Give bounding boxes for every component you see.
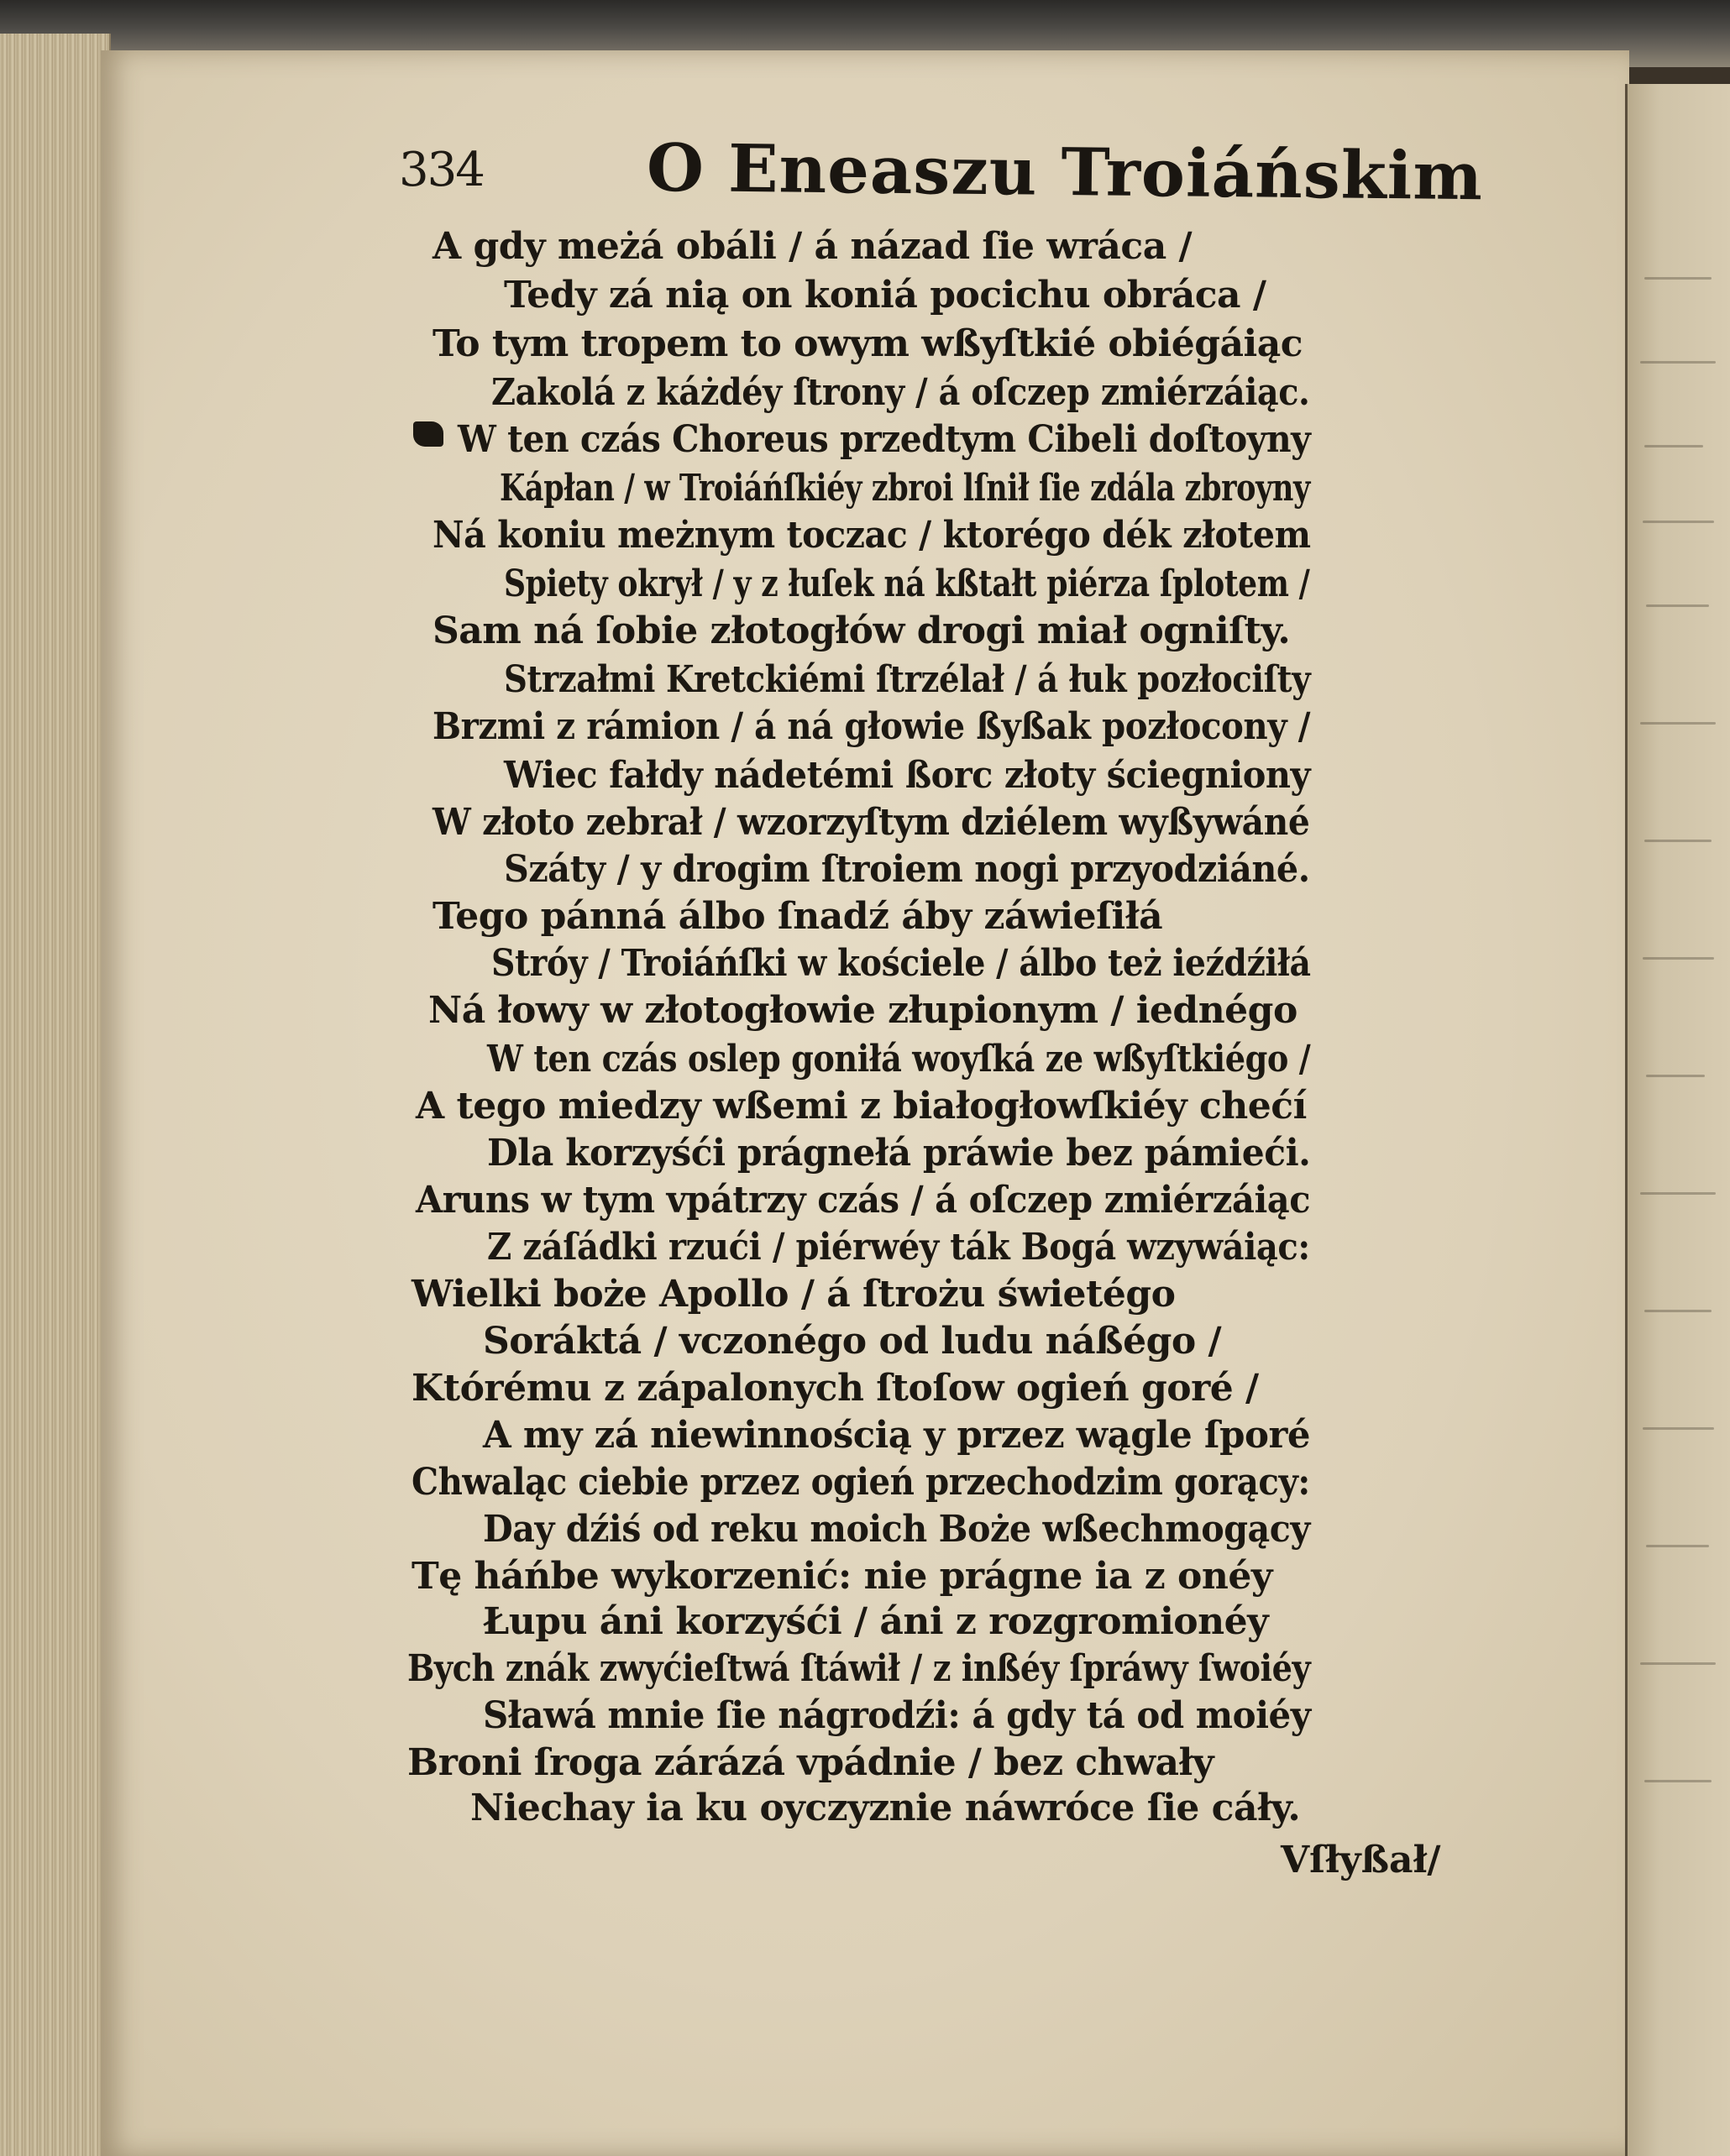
text-line: Dla korzyśći prágnełá práwie bez pámieći. (487, 1132, 1311, 1175)
text-line: Tego pánná álbo ſnadź áby záwieſiłá (432, 895, 1163, 938)
text-line: A my zá niewinnością y przez wągle ſporé (483, 1414, 1310, 1457)
text-line: Sam ná ſobie złotogłów drogi miał ogniſty. (432, 610, 1291, 652)
text-line: Wielki boże Apollo / á ſtrożu świetégo (412, 1273, 1176, 1316)
text-line: Ná koniu meżnym toczac / ktorégo dék złotem (432, 514, 1311, 557)
text-line: Chwaląc ciebie przez ogień przechodzim gorący: (412, 1461, 1310, 1504)
paragraph-mark-icon (413, 421, 443, 447)
right-page-edge (1625, 84, 1730, 2156)
text-line: Zakolá z káżdéy ſtrony / á oſczep zmiérzáiąc. (491, 371, 1310, 414)
text-line: Którému z zápalonych ſtoſow ogień goré / (412, 1367, 1259, 1410)
text-line: W ten czás oslep goniłá woyſká ze wßyſtkiégo / (487, 1038, 1311, 1081)
text-line: Száty / y drogim ſtroiem nogi przyodziáné. (504, 848, 1310, 891)
text-line: To tym tropem to owym wßyſtkié obiégáiąc (432, 322, 1303, 365)
text-line: A gdy meżá obáli / á názad ſie wráca / (432, 225, 1193, 268)
text-line: Bych znák zwyćieſtwá ſtáwił / z inßéy ſpráwy ſwoiéy (407, 1647, 1311, 1690)
text-line: Day dźiś od reku moich Boże wßechmogący (483, 1508, 1310, 1551)
running-head: O Eneaszu Troiáńskim (646, 129, 1484, 216)
text-line: Brzmi z rámion / á ná głowie ßyßak pozłocony / (432, 705, 1310, 748)
text-line: Broni ſroga zárázá vpádnie / bez chwały (407, 1741, 1214, 1784)
text-line: Tę háńbe wykorzenić: nie prágne ia z onéy (412, 1555, 1272, 1598)
text-line: Soráktá / vczonégo od ludu náßégo / (483, 1320, 1222, 1363)
text-line: Ná łowy w złotogłowie złupionym / iednégo (428, 989, 1298, 1032)
text-line: A tego miedzy wßemi z białogłowſkiéy chećí (416, 1085, 1307, 1128)
text-line: Wiec fałdy nádetémi ßorc złoty ściegniony (504, 754, 1311, 797)
text-line: Z záſádki rzući / piérwéy ták Bogá wzywáiąc: (487, 1226, 1310, 1269)
text-line: Strzałmi Kretckiémi ſtrzélał / á łuk pozłociſty (504, 658, 1311, 701)
page-edges (0, 34, 111, 2156)
text-line: Łupu áni korzyśći / áni z rozgromionéy (483, 1600, 1269, 1643)
text-line: Tedy zá nią on koniá pocichu obráca / (504, 274, 1266, 317)
text-line: Aruns w tym vpátrzy czás / á oſczep zmiérzáiąc (416, 1179, 1311, 1222)
text-line: Stróy / Troiáńſki w kościele / álbo też ieźdźiłá (491, 942, 1311, 985)
text-line: Spiety okrył / y z łuſek ná kßtałt piérza ſplotem / (504, 563, 1310, 605)
text-line: W złoto zebrał / wzorzyſtym dziélem wyßywáné (432, 801, 1310, 844)
catchword: Vſłyßał/ (1281, 1839, 1441, 1881)
text-line: W ten czás Choreus przedtym Cibeli doſtoyny (458, 418, 1311, 461)
page-number: 334 (399, 143, 484, 197)
text-line: Sławá mnie ſie nágrodźi: á gdy tá od moiéy (483, 1694, 1311, 1737)
text-line: Niechay ia ku oyczyznie náwróce ſie cáły. (470, 1787, 1301, 1829)
text-line: Kápłan / w Troiáńſkiéy zbroi lſnił ſie zdála zbroyny (500, 467, 1310, 510)
